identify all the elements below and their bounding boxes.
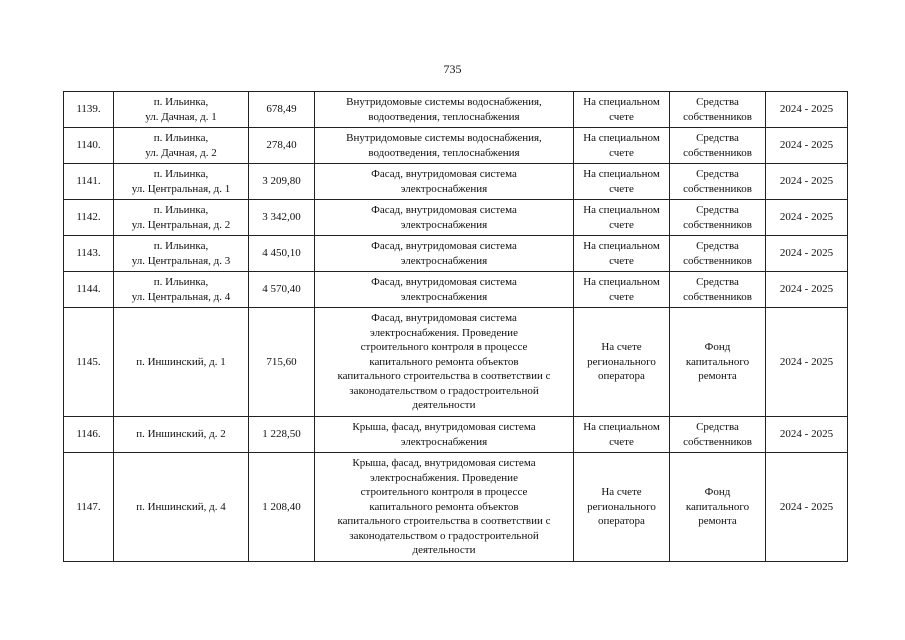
table-row bbox=[64, 272, 848, 308]
area-cell: 4 570,40 bbox=[249, 272, 315, 308]
account-cell bbox=[574, 236, 670, 272]
table-row bbox=[64, 164, 848, 200]
address-cell bbox=[114, 417, 249, 453]
address-cell bbox=[114, 236, 249, 272]
funding-source-line: капитального bbox=[685, 355, 750, 368]
table-row bbox=[64, 128, 848, 164]
address-cell bbox=[114, 164, 249, 200]
funding-source-line: Средства bbox=[696, 132, 739, 144]
table-body bbox=[64, 92, 848, 562]
funding-source-line: Средства bbox=[696, 204, 739, 216]
area-cell: 3 342,00 bbox=[249, 200, 315, 236]
address-cell bbox=[114, 308, 249, 417]
address-cell bbox=[114, 272, 249, 308]
row-number-cell: 1143. bbox=[64, 236, 114, 272]
account-line: счете bbox=[609, 182, 634, 195]
account-cell bbox=[574, 272, 670, 308]
address-line: ул. Центральная, д. 2 bbox=[131, 218, 231, 231]
account-cell bbox=[574, 200, 670, 236]
works-line: Фасад, внутридомовая система bbox=[371, 276, 517, 288]
account-cell bbox=[574, 308, 670, 417]
row-number-cell: 1146. bbox=[64, 417, 114, 453]
account-line: регионального bbox=[587, 500, 656, 513]
address-line: ул. Центральная, д. 4 bbox=[131, 290, 231, 303]
works-line: капитального строительства в соответствии с bbox=[337, 515, 551, 528]
works-line: капитального строительства в соответствии с bbox=[337, 370, 551, 383]
period-cell: 2024 - 2025 bbox=[766, 164, 848, 200]
works-line: электроснабжения. Проведение bbox=[370, 326, 518, 339]
address-line: п. Ильинка, bbox=[153, 96, 209, 108]
works-line: водоотведения, теплоснабжения bbox=[368, 146, 520, 159]
account-line: На специальном bbox=[583, 240, 660, 252]
works-line: электроснабжения bbox=[400, 254, 488, 267]
funding-source-line: ремонта bbox=[698, 515, 737, 528]
row-number-cell: 1140. bbox=[64, 128, 114, 164]
works-line: Фасад, внутридомовая система bbox=[371, 204, 517, 216]
account-line: счете bbox=[609, 290, 634, 303]
address-line: ул. Дачная, д. 2 bbox=[145, 146, 217, 159]
table-row bbox=[64, 453, 848, 562]
address-line: п. Ильинка, bbox=[153, 204, 209, 216]
works-line: электроснабжения bbox=[400, 290, 488, 303]
account-line: На специальном bbox=[583, 204, 660, 216]
row-number-cell: 1144. bbox=[64, 272, 114, 308]
account-line: На специальном bbox=[583, 96, 660, 108]
works-line: деятельности bbox=[412, 544, 476, 557]
period-cell: 2024 - 2025 bbox=[766, 128, 848, 164]
account-line: счете bbox=[609, 435, 634, 448]
works-line: электроснабжения. Проведение bbox=[370, 471, 518, 484]
period-cell: 2024 - 2025 bbox=[766, 453, 848, 562]
funding-source-line: Средства bbox=[696, 96, 739, 108]
row-number-cell: 1141. bbox=[64, 164, 114, 200]
account-line: счете bbox=[609, 110, 634, 123]
account-line: На специальном bbox=[583, 276, 660, 288]
account-line: оператора bbox=[598, 515, 645, 528]
works-line: Крыша, фасад, внутридомовая система bbox=[352, 457, 536, 470]
funding-source-line: капитального bbox=[685, 500, 750, 513]
works-cell bbox=[315, 272, 574, 308]
period-cell: 2024 - 2025 bbox=[766, 308, 848, 417]
works-line: Фасад, внутридомовая система bbox=[371, 240, 517, 252]
works-cell bbox=[315, 200, 574, 236]
works-line: строительного контроля в процессе bbox=[360, 341, 528, 354]
period-cell: 2024 - 2025 bbox=[766, 92, 848, 128]
address-cell bbox=[114, 92, 249, 128]
account-cell bbox=[574, 128, 670, 164]
works-line: электроснабжения bbox=[400, 182, 488, 195]
account-cell bbox=[574, 164, 670, 200]
funding-source-cell bbox=[670, 308, 766, 417]
works-line: Внутридомовые системы водоснабжения, bbox=[346, 132, 542, 144]
address-line: п. Ильинка, bbox=[153, 132, 209, 144]
area-cell: 678,49 bbox=[249, 92, 315, 128]
account-line: На счете bbox=[601, 341, 642, 354]
table-row bbox=[64, 236, 848, 272]
works-cell bbox=[315, 453, 574, 562]
works-line: электроснабжения bbox=[400, 218, 488, 231]
funding-source-line: Средства bbox=[696, 276, 739, 288]
address-line: п. Ильинка, bbox=[153, 168, 209, 180]
works-line: Фасад, внутридомовая система bbox=[371, 168, 517, 180]
funding-source-line: собственников bbox=[683, 290, 752, 303]
address-line: ул. Центральная, д. 3 bbox=[131, 254, 231, 267]
funding-source-line: ремонта bbox=[698, 370, 737, 383]
row-number-cell: 1139. bbox=[64, 92, 114, 128]
works-line: строительного контроля в процессе bbox=[360, 486, 528, 499]
address-line: п. Ильинка, bbox=[153, 240, 209, 252]
funding-source-cell bbox=[670, 128, 766, 164]
account-line: регионального bbox=[587, 355, 656, 368]
account-cell bbox=[574, 417, 670, 453]
works-cell bbox=[315, 128, 574, 164]
funding-source-line: собственников bbox=[683, 254, 752, 267]
area-cell: 715,60 bbox=[249, 308, 315, 417]
address-line: п. Иншинский, д. 1 bbox=[136, 355, 226, 368]
account-line: счете bbox=[609, 146, 634, 159]
table-row bbox=[64, 308, 848, 417]
works-line: Крыша, фасад, внутридомовая система bbox=[352, 421, 536, 433]
address-cell bbox=[114, 453, 249, 562]
funding-source-line: Фонд bbox=[704, 341, 731, 354]
works-line: законодательством о градостроительной bbox=[349, 384, 539, 397]
table-row bbox=[64, 92, 848, 128]
works-cell bbox=[315, 417, 574, 453]
row-number-cell: 1145. bbox=[64, 308, 114, 417]
account-cell bbox=[574, 92, 670, 128]
page-number: 735 bbox=[443, 62, 462, 76]
funding-source-line: собственников bbox=[683, 110, 752, 123]
address-cell bbox=[114, 200, 249, 236]
period-cell: 2024 - 2025 bbox=[766, 236, 848, 272]
row-number-cell: 1142. bbox=[64, 200, 114, 236]
works-line: Внутридомовые системы водоснабжения, bbox=[346, 96, 542, 108]
works-line: электроснабжения bbox=[400, 435, 488, 448]
works-cell bbox=[315, 308, 574, 417]
area-cell: 4 450,10 bbox=[249, 236, 315, 272]
works-cell bbox=[315, 236, 574, 272]
account-line: На специальном bbox=[583, 168, 660, 180]
account-line: оператора bbox=[598, 370, 645, 383]
period-cell: 2024 - 2025 bbox=[766, 417, 848, 453]
works-line: капитального ремонта объектов bbox=[369, 355, 519, 368]
period-cell: 2024 - 2025 bbox=[766, 272, 848, 308]
works-line: капитального ремонта объектов bbox=[369, 500, 519, 513]
address-cell bbox=[114, 128, 249, 164]
funding-source-cell bbox=[670, 236, 766, 272]
funding-source-line: Средства bbox=[696, 168, 739, 180]
funding-source-line: собственников bbox=[683, 182, 752, 195]
funding-source-line: Средства bbox=[696, 240, 739, 252]
area-cell: 278,40 bbox=[249, 128, 315, 164]
area-cell: 3 209,80 bbox=[249, 164, 315, 200]
funding-source-cell bbox=[670, 200, 766, 236]
works-line: деятельности bbox=[412, 399, 476, 412]
funding-source-cell bbox=[670, 453, 766, 562]
table-row bbox=[64, 417, 848, 453]
works-line: Фасад, внутридомовая система bbox=[371, 312, 517, 325]
address-line: ул. Центральная, д. 1 bbox=[131, 182, 231, 195]
address-line: п. Иншинский, д. 4 bbox=[136, 500, 226, 513]
account-line: счете bbox=[609, 218, 634, 231]
funding-source-line: собственников bbox=[683, 218, 752, 231]
funding-source-cell bbox=[670, 417, 766, 453]
period-cell: 2024 - 2025 bbox=[766, 200, 848, 236]
funding-source-line: собственников bbox=[683, 146, 752, 159]
funding-source-cell bbox=[670, 164, 766, 200]
funding-source-cell bbox=[670, 272, 766, 308]
funding-source-line: Средства bbox=[696, 421, 739, 433]
funding-source-line: собственников bbox=[683, 435, 752, 448]
works-cell bbox=[315, 164, 574, 200]
funding-source-cell bbox=[670, 92, 766, 128]
table-row bbox=[64, 200, 848, 236]
works-line: законодательством о градостроительной bbox=[349, 529, 539, 542]
account-cell bbox=[574, 453, 670, 562]
address-line: п. Ильинка, bbox=[153, 276, 209, 288]
account-line: На специальном bbox=[583, 421, 660, 433]
works-line: водоотведения, теплоснабжения bbox=[368, 110, 520, 123]
address-line: ул. Дачная, д. 1 bbox=[145, 110, 217, 123]
account-line: На счете bbox=[601, 486, 642, 499]
account-line: счете bbox=[609, 254, 634, 267]
registry-table bbox=[63, 91, 848, 562]
area-cell: 1 208,40 bbox=[249, 453, 315, 562]
area-cell: 1 228,50 bbox=[249, 417, 315, 453]
works-cell bbox=[315, 92, 574, 128]
address-line: п. Иншинский, д. 2 bbox=[136, 428, 226, 441]
funding-source-line: Фонд bbox=[704, 486, 731, 499]
row-number-cell: 1147. bbox=[64, 453, 114, 562]
account-line: На специальном bbox=[583, 132, 660, 144]
